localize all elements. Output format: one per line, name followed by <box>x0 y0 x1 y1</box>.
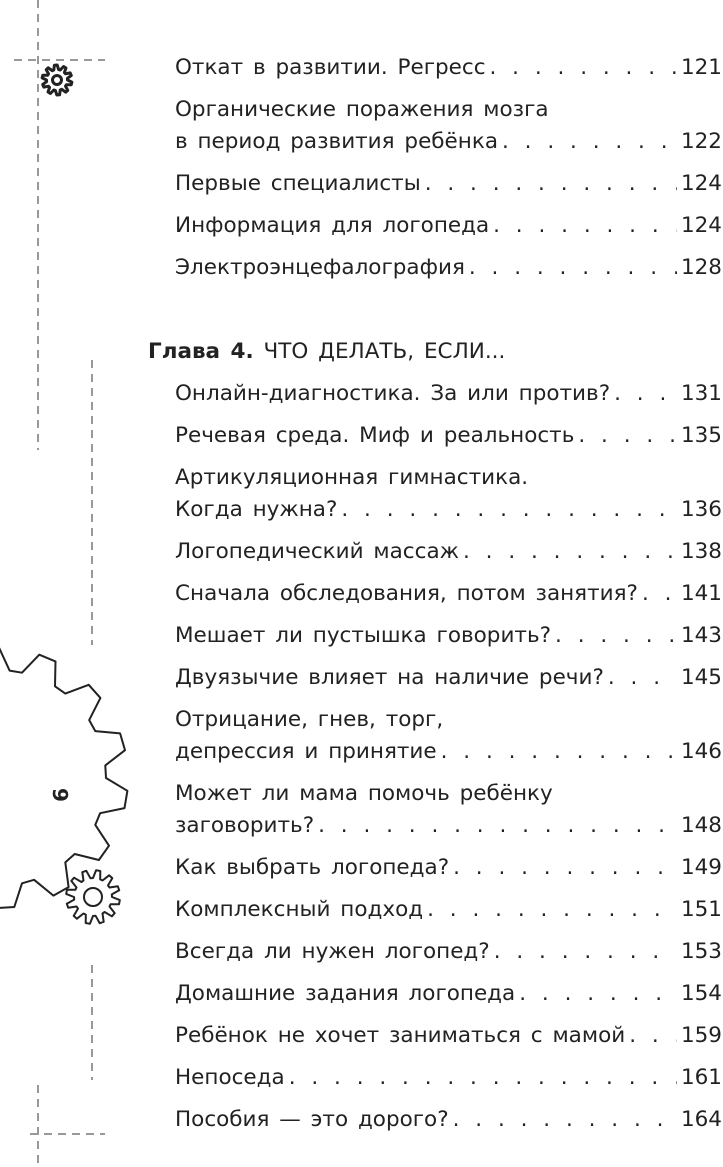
chapter-heading <box>148 336 505 368</box>
dot-leader <box>642 578 677 610</box>
toc-line <box>175 126 722 158</box>
toc-entry <box>175 1062 722 1094</box>
toc-entry <box>175 620 722 652</box>
dot-leader <box>453 852 677 884</box>
entry-title: Всегда ли нужен логопед? <box>175 939 490 964</box>
entry-title: Онлайн-диагностика. За или против? <box>175 381 611 406</box>
entry-title: Когда нужна? <box>175 497 338 522</box>
entry-title: Может ли мама помочь ребёнку <box>175 781 553 806</box>
page-ref: 153 <box>680 939 722 964</box>
toc-line <box>175 536 722 568</box>
toc-entry <box>175 578 722 610</box>
entry-title: Непоседа <box>175 1065 285 1090</box>
page-ref: 149 <box>680 855 722 880</box>
toc-entry <box>175 168 722 200</box>
toc-line <box>175 252 722 284</box>
chapter-title: ЧТО ДЕЛАТЬ, ЕСЛИ... <box>263 339 506 364</box>
toc-entry <box>175 252 722 284</box>
entry-title: Откат в развитии. Регресс <box>175 55 486 80</box>
dot-leader <box>427 894 677 926</box>
dot-leader <box>289 1062 677 1094</box>
toc-line <box>175 378 722 410</box>
toc-line <box>175 52 722 84</box>
entry-title: Отрицание, гнев, торг, <box>175 707 444 732</box>
toc-entry <box>175 536 722 568</box>
entry-title: в период развития ребёнка <box>175 129 499 154</box>
toc-line <box>175 704 722 736</box>
page-ref: 151 <box>680 897 722 922</box>
dot-leader <box>490 52 677 84</box>
page-ref: 138 <box>680 539 722 564</box>
page-ref: 128 <box>680 255 722 280</box>
toc-entry <box>175 662 722 694</box>
toc-entry <box>175 52 722 84</box>
page-ref: 159 <box>680 1023 722 1048</box>
toc-line <box>175 168 722 200</box>
entry-title: Двуязычие влияет на наличие речи? <box>175 665 604 690</box>
dot-leader <box>453 1104 677 1136</box>
entry-title: Логопедический массаж <box>175 539 459 564</box>
toc-line <box>175 620 722 652</box>
toc-line <box>175 852 722 884</box>
toc-line <box>175 1020 722 1052</box>
toc-entry <box>175 210 722 242</box>
entry-title: Электроэнцефалография <box>175 255 465 280</box>
dot-leader <box>519 978 677 1010</box>
toc-line <box>175 578 722 610</box>
entry-title: Речевая среда. Миф и реальность <box>175 423 575 448</box>
toc-line <box>175 210 722 242</box>
dot-leader <box>425 168 677 200</box>
toc-entry <box>175 378 722 410</box>
dot-leader <box>555 620 677 652</box>
entry-title: Комплексный подход <box>175 897 424 922</box>
entry-title: Ребёнок не хочет заниматься с мамой <box>175 1023 626 1048</box>
medium-gear-icon <box>66 870 120 924</box>
page-ref: 161 <box>680 1065 722 1090</box>
dot-leader <box>614 378 677 410</box>
large-gear-icon <box>0 648 127 908</box>
dot-leader <box>502 126 677 158</box>
page-ref: 121 <box>680 55 722 80</box>
toc-line <box>175 810 722 842</box>
dot-leader <box>493 210 677 242</box>
toc-line <box>175 894 722 926</box>
toc-line <box>175 978 722 1010</box>
dot-leader <box>608 662 677 694</box>
toc-entry <box>175 1020 722 1052</box>
toc-line <box>175 1104 722 1136</box>
entry-title: Артикуляционная гимнастика. <box>175 465 529 490</box>
entry-title: Мешает ли пустышка говорить? <box>175 623 552 648</box>
toc-entry <box>175 1104 722 1136</box>
entry-title: Информация для логопеда <box>175 213 490 238</box>
toc-entry <box>175 462 722 526</box>
toc-line <box>175 936 722 968</box>
page-ref: 154 <box>680 981 722 1006</box>
toc-entry <box>175 94 722 158</box>
toc-line <box>175 420 722 452</box>
page-ref: 135 <box>680 423 722 448</box>
toc-entry <box>175 704 722 768</box>
page-ref: 141 <box>680 581 722 606</box>
toc-line <box>175 778 722 810</box>
page-ref: 124 <box>680 171 722 196</box>
page-ref: 148 <box>680 813 722 838</box>
toc-line <box>175 662 722 694</box>
entry-title: Пособия — это дорого? <box>175 1107 449 1132</box>
toc-entry <box>175 420 722 452</box>
toc-line <box>175 94 722 126</box>
page-ref: 164 <box>680 1107 722 1132</box>
dot-leader <box>463 536 677 568</box>
page-ref: 146 <box>680 739 722 764</box>
page-ref: 124 <box>680 213 722 238</box>
page-ref: 145 <box>680 665 722 690</box>
dot-leader <box>578 420 677 452</box>
toc-line <box>175 494 722 526</box>
toc-entry <box>175 978 722 1010</box>
entry-title: Первые специалисты <box>175 171 421 196</box>
entry-title: заговорить? <box>175 813 315 838</box>
dot-leader <box>629 1020 677 1052</box>
small-gear-icon <box>42 65 72 95</box>
page-number: 9 <box>48 788 72 802</box>
toc-entry <box>175 778 722 842</box>
entry-title: Домашние задания логопеда <box>175 981 516 1006</box>
page-ref: 143 <box>680 623 722 648</box>
toc-line <box>175 736 722 768</box>
page-ref: 131 <box>680 381 722 406</box>
toc-line <box>175 462 722 494</box>
entry-title: Как выбрать логопеда? <box>175 855 450 880</box>
toc-entry <box>175 936 722 968</box>
dot-leader <box>441 736 677 768</box>
dot-leader <box>494 936 677 968</box>
toc-entry <box>175 852 722 884</box>
dot-leader <box>469 252 677 284</box>
toc-line <box>175 1062 722 1094</box>
dot-leader <box>341 494 677 526</box>
dot-leader <box>318 810 677 842</box>
page-ref: 122 <box>680 129 722 154</box>
entry-title: депрессия и принятие <box>175 739 437 764</box>
toc-entry <box>175 894 722 926</box>
entry-title: Сначала обследования, потом занятия? <box>175 581 638 606</box>
entry-title: Органические поражения мозга <box>175 97 549 122</box>
chapter-label: Глава 4. <box>148 339 254 364</box>
page-ref: 136 <box>680 497 722 522</box>
